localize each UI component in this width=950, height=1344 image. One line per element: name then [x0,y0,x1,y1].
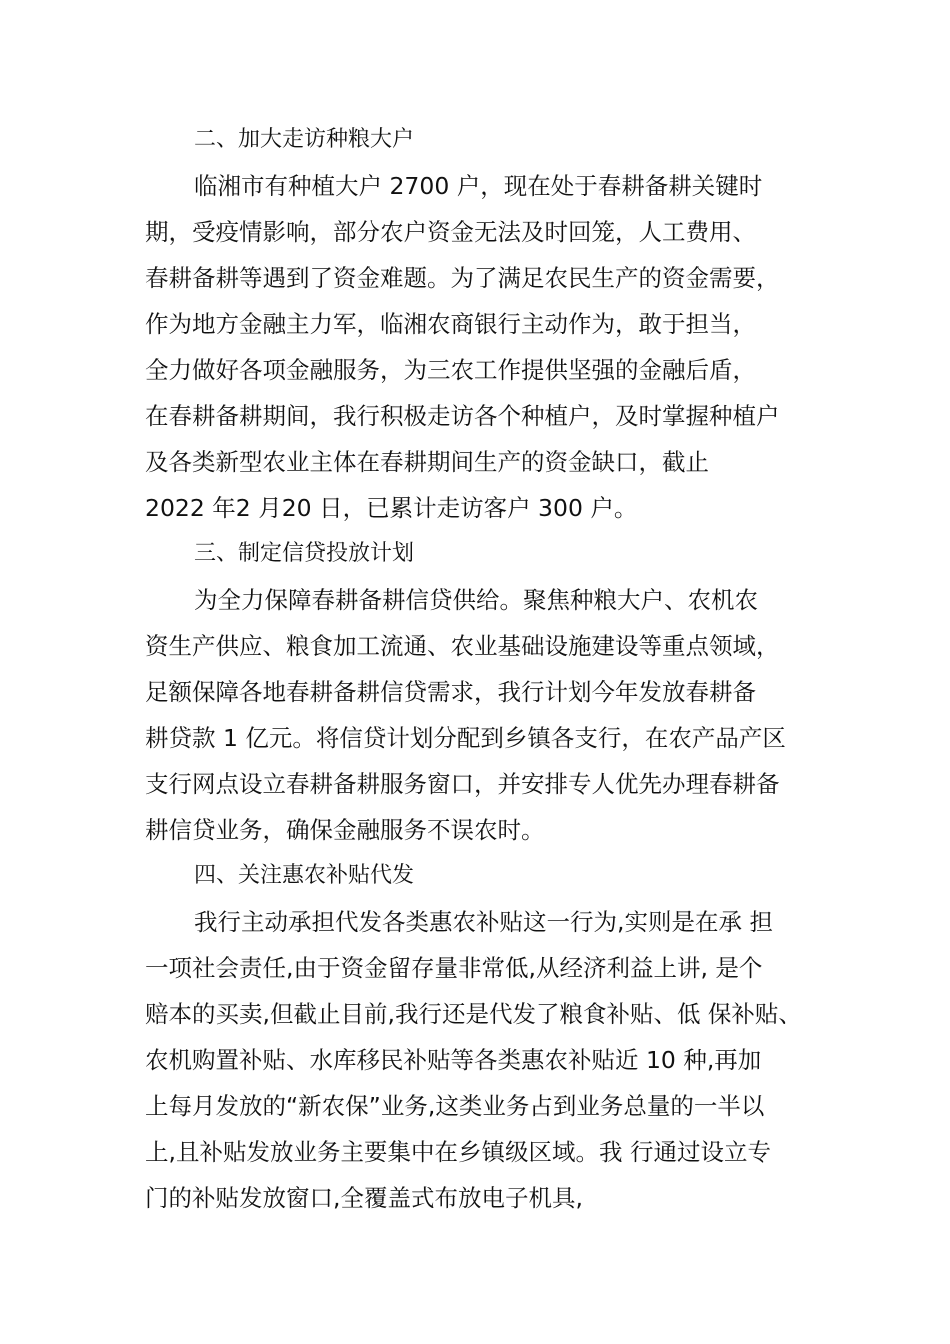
paragraph-line: 春耕备耕等遇到了资金难题。为了满足农民生产的资金需要， [145,264,780,292]
paragraph-line: 2022 年2 月20 日，已累计走访客户 300 户。 [145,494,638,522]
paragraph-line: 全力做好各项金融服务，为三农工作提供坚强的金融后盾， [145,356,756,384]
document-body [145,117,835,1221]
paragraph-line: 在春耕备耕期间，我行积极走访各个种植户，及时掌握种植户 [145,402,780,430]
paragraph-line: 及各类新型农业主体在春耕期间生产的资金缺口，截止 [145,448,709,476]
paragraph-line: 上每月发放的“新农保”业务,这类业务占到业务总量的一半以 [145,1092,765,1120]
paragraph-line: 资生产供应、粮食加工流通、农业基础设施建设等重点领域， [145,632,780,660]
paragraph-line: 赔本的买卖,但截止目前,我行还是代发了粮食补贴、低 保补贴、 [145,1000,802,1028]
paragraph-line: 期，受疫情影响，部分农户资金无法及时回笼，人工费用、 [145,218,756,246]
section-heading-credit-plan: 三、制定信贷投放计划 [194,541,415,566]
section-heading-visit-growers: 二、加大走访种粮大户 [194,127,415,152]
paragraph-line: 农机购置补贴、水库移民补贴等各类惠农补贴近 10 种,再加 [145,1046,762,1074]
paragraph-line: 耕贷款 1 亿元。将信贷计划分配到乡镇各支行，在农产品产区 [145,724,786,752]
paragraph-line: 上,且补贴发放业务主要集中在乡镇级区域。我 行通过设立专 [145,1138,771,1166]
paragraph-line: 支行网点设立春耕备耕服务窗口，并安排专人优先办理春耕备 [145,770,780,798]
paragraph-line: 耕信贷业务，确保金融服务不误农时。 [145,816,545,844]
paragraph-line: 一项社会责任,由于资金留存量非常低,从经济利益上讲, 是个 [145,954,763,982]
paragraph-line: 足额保障各地春耕备耕信贷需求，我行计划今年发放春耕备 [145,678,756,706]
paragraph-line: 为全力保障春耕备耕信贷供给。聚焦种粮大户、农机农 [194,586,758,614]
section-heading-subsidy-payment: 四、关注惠农补贴代发 [194,863,415,888]
paragraph-line: 门的补贴发放窗口,全覆盖式布放电子机具, [145,1184,583,1212]
paragraph-line: 作为地方金融主力军，临湘农商银行主动作为，敢于担当， [145,310,756,338]
paragraph-line: 我行主动承担代发各类惠农补贴这一行为,实则是在承 担 [194,908,773,936]
paragraph-line: 临湘市有种植大户 2700 户，现在处于春耕备耕关键时 [194,172,763,200]
